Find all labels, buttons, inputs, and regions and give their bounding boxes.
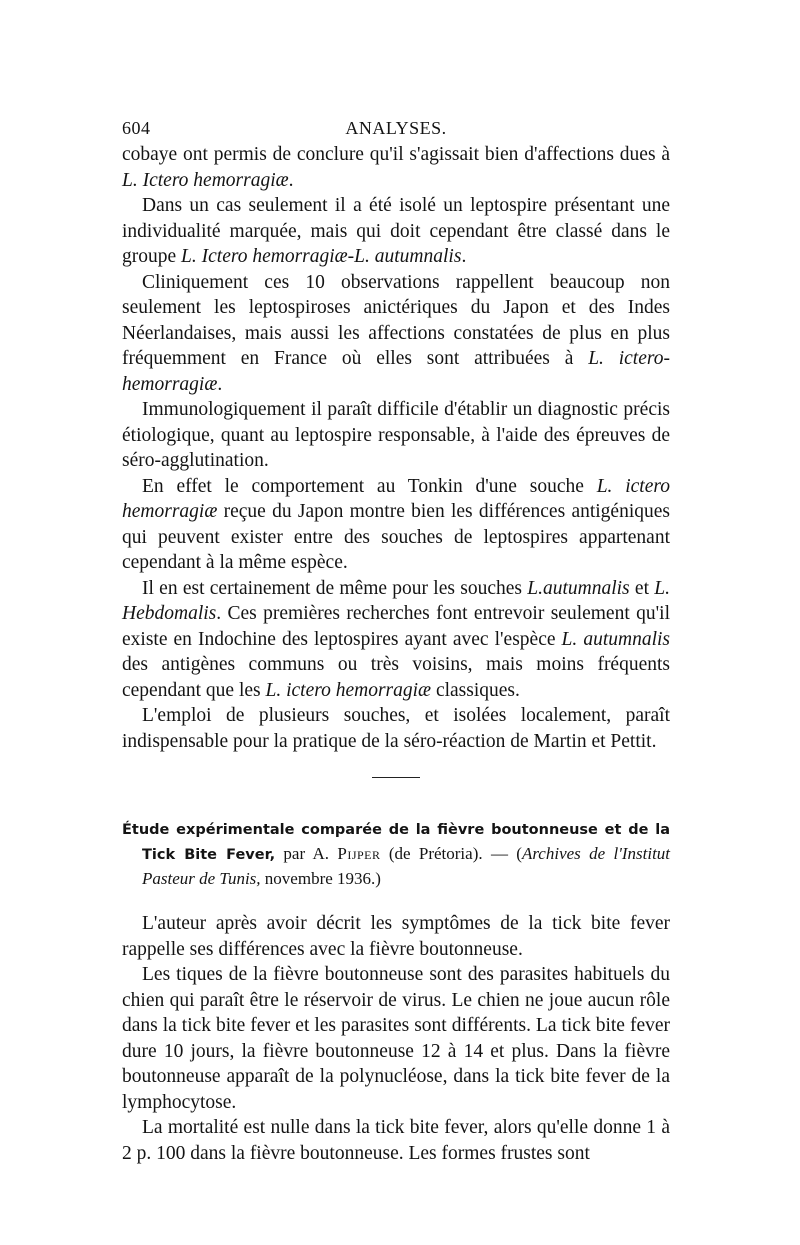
page: [122, 112, 670, 1166]
species-name: L. Ictero hemorragiæ: [122, 169, 289, 191]
species-name: L.autumnalis: [527, 577, 630, 599]
paragraph-4: Immunologiquement il paraît difficile d'établir un diagnostic précis étiologique, quant au leptospire responsable, à l'aide des épreuves de séro-agglutination.: [122, 399, 670, 471]
entry-title: Étude expérimentale comparée de la fièvre boutonneuse et de la Tick Bite Fever,: [122, 822, 670, 863]
entry-paragraph-3: La mortalité est nulle dans la tick bite fever, alors qu'elle donne 1 à 2 p. 100 dans la fièvre boutonneuse. Les formes frustes sont: [122, 1117, 670, 1164]
entry-date: novembre 1936.): [260, 869, 381, 888]
entry-heading: Étude expérimentale comparée de la fièvre boutonneuse et de la Tick Bite Fever, par A. Pijper (de Prétoria). — (Archives de l'Institut Pasteur de Tunis, novembre 1936.): [122, 822, 671, 888]
running-head: [122, 112, 670, 142]
entry-author: Pijper: [337, 844, 381, 863]
paragraph-2: Dans un cas seulement il a été isolé un leptospire présentant une individualité marquée, mais qui doit cependant être classé dans le groupe L. Ictero hemorragiæ-L. autumnalis.: [122, 195, 670, 267]
page-number: 604: [122, 118, 151, 138]
paragraph-3: Cliniquement ces 10 observations rappellent beaucoup non seulement les leptospiroses anictériques du Japon et des Indes Néerlandaises, mais aussi les affections constatées de plus en plus fréquemment en France où elles sont attribuées à L. ictero-hemorragiæ.: [122, 271, 670, 395]
species-name: L. Ictero hemorragiæ-L. autumnalis: [181, 246, 462, 267]
species-name: L. autumnalis: [561, 628, 670, 650]
paragraph-7: L'emploi de plusieurs souches, et isolées localement, paraît indispensable pour la pratique de la séro-réaction de Martin et Pettit.: [122, 705, 670, 752]
species-name: L. Hebdomalis: [122, 577, 670, 624]
species-name: L. ictero-hemorragiæ: [122, 348, 670, 395]
paragraph-1: cobaye ont permis de conclure qu'il s'agissait bien d'affections dues à L. Ictero hemorragiæ.: [122, 144, 670, 191]
paragraph-6: Il en est certainement de même pour les souches L.autumnalis et L. Hebdomalis. Ces premières recherches font entrevoir seulement qu'il existe en Indochine des leptospires ayant avec l'espèce L. autumnalis des antigènes communs ou très voisins, mais moins fréquents cependant que les L. ictero hemorragiæ classiques.: [122, 577, 670, 701]
header-title: ANALYSES.: [345, 118, 447, 138]
species-name: L. ictero hemorragiæ: [122, 475, 670, 522]
entry-paragraph-2: Les tiques de la fièvre boutonneuse sont des parasites habituels du chien qui paraît être le réservoir de virus. Le chien ne joue aucun rôle dans la tick bite fever et les parasites sont différents. La tick bite fever dure 10 jours, la fièvre boutonneuse 12 à 14 et plus. Dans la fièvre boutonneuse apparaît de la polynucléose, dans la tick bite fever de la lymphocytose.: [122, 964, 670, 1113]
entry-paragraph-1: L'auteur après avoir décrit les symptômes de la tick bite fever rappelle ses différences avec la fièvre boutonneuse.: [122, 913, 670, 960]
species-name: L. ictero hemorragiæ: [265, 679, 432, 701]
paragraph-5: En effet le comportement au Tonkin d'une souche L. ictero hemorragiæ reçue du Japon montre bien les différences antigéniques qui peuvent exister entre des souches de leptospires appartenant cependant à la même espèce.: [122, 475, 670, 573]
section-divider: [372, 777, 420, 778]
entry-source: Archives de l'Institut Pasteur de Tunis,: [142, 844, 671, 888]
